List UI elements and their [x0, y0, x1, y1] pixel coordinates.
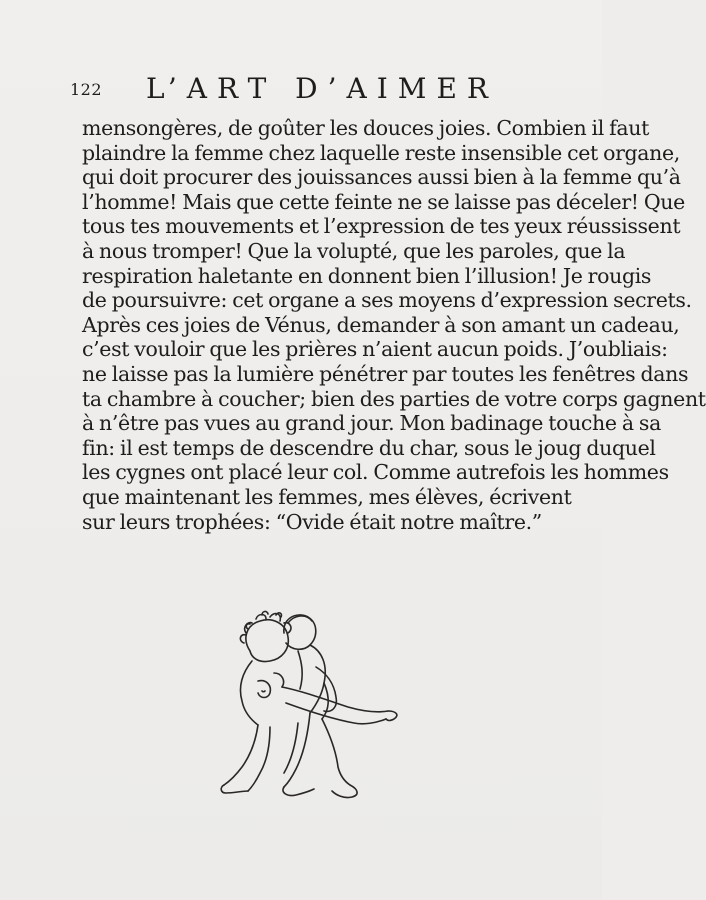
- text-line: ta chambre à coucher; bien des parties de votre corps gagnent: [82, 386, 706, 411]
- page-header: [0, 72, 602, 108]
- running-title: L’ART D’AIMER: [146, 72, 498, 105]
- text-line: fin: il est temps de descendre du char, sous le joug duquel: [82, 435, 656, 460]
- text-line: que maintenant les femmes, mes élèves, écrivent: [82, 484, 572, 509]
- couple-drawing-icon: [212, 603, 408, 803]
- page-number: 122: [70, 80, 103, 99]
- text-line: à nous tromper! Que la volupté, que les paroles, que la: [82, 238, 626, 263]
- text-line: à n’être pas vues au grand jour. Mon badinage touche à sa: [82, 411, 661, 436]
- text-line: respiration haletante en donnent bien l’illusion! Je rougis: [82, 263, 652, 288]
- text-line: mensongères, de goûter les douces joies. Combien il faut: [82, 116, 649, 140]
- text-line: de poursuivre: cet organe a ses moyens d’expression secrets.: [82, 288, 692, 313]
- text-line: l’homme! Mais que cette feinte ne se laisse pas déceler! Que: [82, 189, 685, 214]
- text-line: c’est vouloir que les prières n’aient aucun poids. J’oubliais:: [82, 337, 668, 362]
- text-line: plaindre la femme chez laquelle reste insensible cet organe,: [82, 140, 680, 165]
- text-line: Après ces joies de Vénus, demander à son amant un cadeau,: [82, 312, 680, 337]
- couple-illustration: [212, 603, 408, 803]
- text-line: les cygnes ont placé leur col. Comme autrefois les hommes: [82, 460, 669, 485]
- text-line: qui doit procurer des jouissances aussi bien à la femme qu’à: [82, 165, 681, 190]
- text-line: ne laisse pas la lumière pénétrer par toutes les fenêtres dans: [82, 361, 689, 386]
- body-text: [82, 116, 706, 534]
- text-line: tous tes mouvements et l’expression de tes yeux réussissent: [82, 214, 681, 239]
- text-line: sur leurs trophées: “Ovide était notre maître.”: [82, 509, 542, 534]
